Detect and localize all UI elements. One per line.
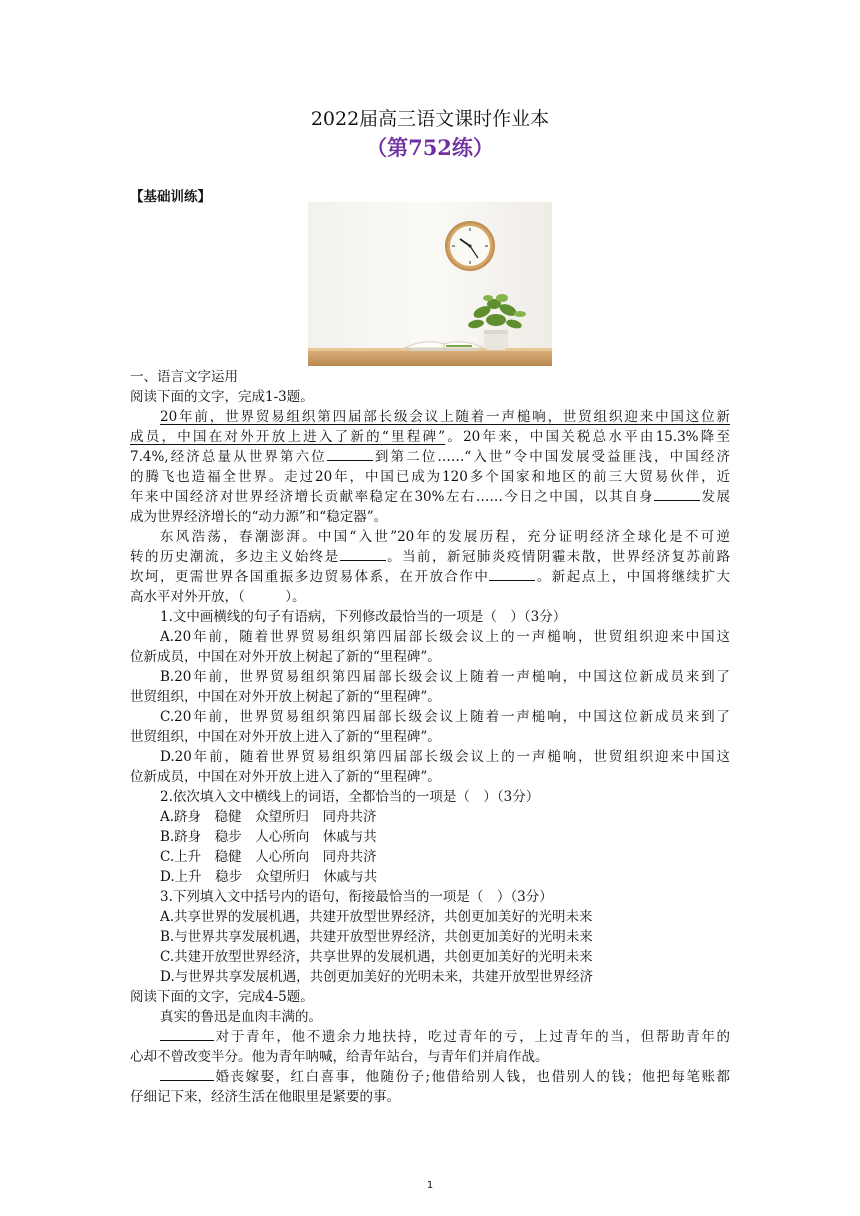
question-stem: 2.依次填入文中横线上的词语，全都恰当的一项是（ ）（3分） (160, 789, 540, 805)
answer-option[interactable]: D.上升 稳步 众望所归 休戚与共 (160, 869, 378, 885)
fill-blank[interactable] (160, 1067, 214, 1081)
question-stem: 1.文中画横线的句子有语病，下列修改最恰当的一项是（ ）（3分） (160, 609, 567, 625)
reading-intro: 阅读下面的文字，完成1-3题。 (130, 389, 314, 405)
passage-line: 东风浩荡，春潮澎湃。中国“入世”20年的发展历程，充分证明经济全球化是不可逆 (160, 529, 730, 545)
answer-option-cont: 世贸组织，中国在对外开放上树起了新的“里程碑”。 (130, 689, 441, 705)
passage-line: 成为世界经济增长的“动力源”和“稳定器”。 (130, 509, 388, 525)
answer-option[interactable]: C.共建开放型世界经济，共享世界的发展机遇，共创更加美好的光明未来 (160, 949, 593, 965)
answer-option[interactable]: A.20年前，随着世界贸易组织第四届部长级会议上的一声槌响，世贸组织迎来中国这 (160, 629, 730, 645)
passage-line: 对于青年，他不遗余力地扶持，吃过青年的亏，上过青年的当，但帮助青年的 (130, 1027, 730, 1047)
answer-option[interactable]: C.20年前，世界贸易组织第四届部长级会议上随着一声槌响，中国这位新成员来到了 (160, 709, 730, 725)
answer-option[interactable]: B.跻身 稳步 人心所向 休戚与共 (160, 829, 377, 845)
section-tag: 【基础训练】 (130, 189, 211, 205)
fill-blank[interactable] (340, 547, 386, 561)
fill-blank[interactable] (160, 1027, 214, 1041)
passage-line: 成员，中国在对外开放上进入了新的“里程碑”。20年来，中国关税总水平由15.3%降至 (130, 429, 730, 445)
underlined-sentence: 成员，中国在对外开放上进入了新的“里程碑” (130, 429, 446, 445)
clock-plant-book-photo-icon (308, 202, 552, 366)
answer-option[interactable]: A.跻身 稳健 众望所归 同舟共济 (160, 809, 377, 825)
passage-line: 年来中国经济对世界经济增长贡献率稳定在30%左右……今日之中国，以其自身 发展 (130, 489, 731, 505)
answer-option[interactable]: B.20年前，世界贸易组织第四届部长级会议上随着一声槌响，中国这位新成员来到了 (160, 669, 730, 685)
answer-option-cont: 位新成员，中国在对外开放上进入了新的“里程碑”。 (130, 769, 441, 785)
underlined-sentence: 20年前，世界贸易组织第四届部长级会议上随着一声槌响，世贸组织迎来中国这位新 (160, 409, 730, 425)
page-title: 2022届高三语文课时作业本 (310, 108, 550, 130)
answer-option-cont: 世贸组织，中国在对外开放上进入了新的“里程碑”。 (130, 729, 441, 745)
fill-blank[interactable] (489, 567, 535, 581)
passage-line: 心却不曾改变半分。他为青年呐喊，给青年站台，与青年们并肩作战。 (130, 1049, 549, 1065)
exercise-number: （第752练） (366, 135, 494, 160)
passage-line (130, 407, 730, 427)
page-number: 1 (426, 1180, 434, 1191)
answer-option[interactable]: A.共享世界的发展机遇，共建开放型世界经济，共创更加美好的光明未来 (160, 909, 593, 925)
fill-blank[interactable] (654, 487, 700, 501)
answer-option[interactable]: B.与世界共享发展机遇，共建开放型世界经济，共创更加美好的光明未来 (160, 929, 593, 945)
answer-option-cont: 位新成员，中国在对外开放上树起了新的“里程碑”。 (130, 649, 441, 665)
fill-blank[interactable] (327, 447, 373, 461)
passage-line: 7.4%,经济总量从世界第六位 到第二位……“入世”令中国发展受益匪浅，中国经济 (130, 449, 730, 465)
passage-line: 高水平对外开放，（ ）。 (130, 589, 306, 605)
exercise-content (130, 367, 730, 1107)
passage-line: 婚丧嫁娶，红白喜事，他随份子;他借给别人钱，也借别人的钱；他把每笔账都 (130, 1067, 730, 1087)
passage-line: 转的历史潮流，多边主义始终是 。当前，新冠肺炎疫情阴霾未散，世界经济复苏前路 (130, 549, 731, 565)
passage-line: 仔细记下来，经济生活在他眼里是紧要的事。 (130, 1089, 400, 1105)
passage-line: 真实的鲁迅是血肉丰满的。 (160, 1009, 322, 1025)
question-stem: 3.下列填入文中括号内的语句，衔接最恰当的一项是（ ）（3分） (160, 889, 553, 905)
part-heading: 一、语言文字运用 (130, 369, 238, 385)
answer-option[interactable]: D.20年前，随着世界贸易组织第四届部长级会议上的一声槌响，世贸组织迎来中国这 (160, 749, 730, 765)
reading-intro: 阅读下面的文字，完成4-5题。 (130, 989, 314, 1005)
answer-option[interactable]: C.上升 稳健 人心所向 同舟共济 (160, 849, 377, 865)
answer-option[interactable]: D.与世界共享发展机遇，共创更加美好的光明未来，共建开放型世界经济 (160, 969, 594, 985)
passage-line: 的腾飞也造福全世界。走过20年，中国已成为120多个国家和地区的前三大贸易伙伴，近 (130, 469, 730, 485)
passage-line: 坎坷，更需世界各国重振多边贸易体系，在开放合作中 。新起点上，中国将继续扩大 (130, 569, 731, 585)
